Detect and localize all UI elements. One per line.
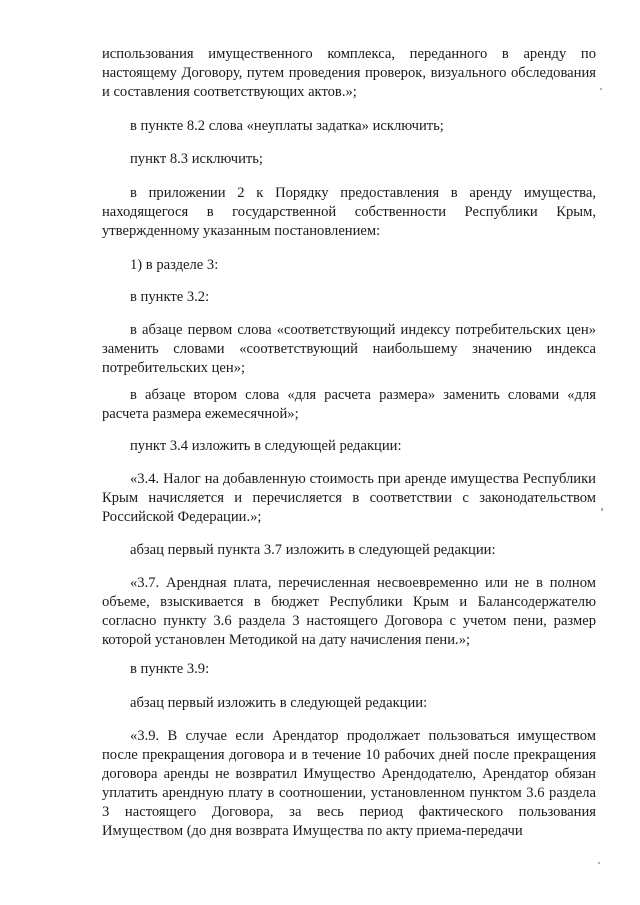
scan-speck <box>598 862 600 864</box>
paragraph-second-clause: в абзаце втором слова «для расчета размера» заменить словами «для расчета размера ежемесячной»; <box>102 387 596 422</box>
paragraph-quote-3-4: «3.4. Налог на добавленную стоимость при аренде имущества Республики Крым начисляется и перечисляется в соответствии с законодательством Российской Федерации.»; <box>102 471 596 525</box>
paragraph-first-clause-3-9: абзац первый изложить в следующей редакции: <box>130 695 428 711</box>
paragraph-appendix-2: в приложении 2 к Порядку предоставления в аренду имущества, находящегося в государственной собственности Республики Крым, утвержденному указанным постановлением: <box>102 185 596 239</box>
paragraph-item-8-2: в пункте 8.2 слова «неуплаты задатка» исключить; <box>130 118 444 134</box>
paragraph-first-clause: в абзаце первом слова «соответствующий индексу потребительских цен» заменить словами «соответствующий наибольшему значению индекса потребительских цен»; <box>102 322 596 376</box>
paragraph-item-3-4: пункт 3.4 изложить в следующей редакции: <box>130 438 402 454</box>
paragraph-section-3: 1) в разделе 3: <box>130 257 219 273</box>
paragraph-item-3-2: в пункте 3.2: <box>130 289 210 305</box>
paragraph-quote-3-7: «3.7. Арендная плата, перечисленная несвоевременно или не в полном объеме, взыскивается в бюджет Республики Крым и Балансодержателю согласно пункту 3.6 раздела 3 настоящего Договора с учетом пени, размер которой установлен Методикой на дату начисления пени.»; <box>102 575 596 648</box>
paragraph-item-3-9: в пункте 3.9: <box>130 661 210 677</box>
paragraph-quote-3-9: «3.9. В случае если Арендатор продолжает пользоваться имуществом после прекращения договора и в течение 10 рабочих дней после прекращения договора аренды не возвратил Имущество Арендодателю, Арендатор обязан уплатить арендную плату в соотношении, установленном пунктом 3.6 раздела 3 настоящего Договора, за весь период фактического пользования Имуществом (до дня возврата Имущества по акту приема-передачи <box>102 728 596 839</box>
paragraph-item-3-7: абзац первый пункта 3.7 изложить в следующей редакции: <box>130 542 496 558</box>
scan-speck <box>600 88 602 90</box>
paragraph-continuation: использования имущественного комплекса, переданного в аренду по настоящему Договору, путем проведения проверок, визуального обследования и составления соответствующих актов.»; <box>102 46 596 100</box>
scan-speck <box>601 508 603 511</box>
paragraph-item-8-3: пункт 8.3 исключить; <box>130 151 263 167</box>
